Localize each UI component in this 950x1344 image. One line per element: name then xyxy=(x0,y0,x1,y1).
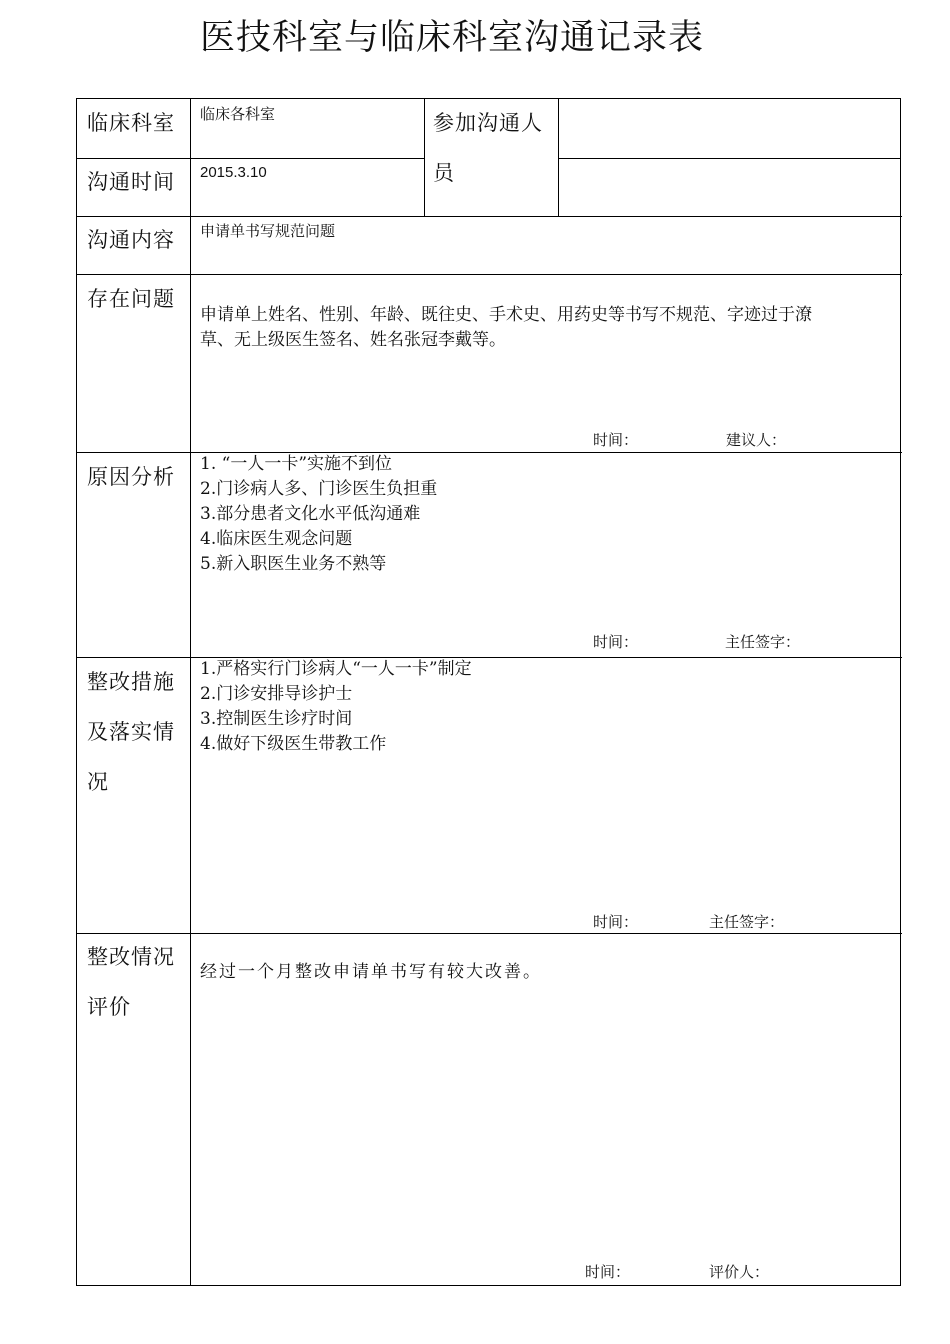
evaluation-time-label: 时间： xyxy=(585,1263,631,1281)
measures-label: 整改措施 xyxy=(87,670,175,694)
row-divider xyxy=(77,274,902,275)
participants-field-1[interactable] xyxy=(560,100,900,157)
clinical-dept-label: 临床科室 xyxy=(87,111,175,135)
column-divider xyxy=(558,99,559,217)
participants-field-2[interactable] xyxy=(560,159,900,215)
problems-label: 存在问题 xyxy=(87,287,175,311)
column-divider xyxy=(190,99,191,1286)
measures-time-label: 时间： xyxy=(593,913,639,931)
row-divider xyxy=(190,158,425,159)
evaluation-label-cont: 评价 xyxy=(87,995,131,1019)
comm-time-label: 沟通时间 xyxy=(87,170,175,194)
record-form-table xyxy=(76,98,901,1286)
participants-label: 参加沟通人 xyxy=(433,111,543,135)
problems-time-label: 时间： xyxy=(593,431,639,449)
measures-label-cont: 及落实情 xyxy=(87,720,175,744)
causes-list[interactable] xyxy=(200,452,437,577)
comm-time-value[interactable]: 2015.3.10 xyxy=(200,164,267,181)
measures-director-sign-label: 主任签字： xyxy=(709,913,785,931)
list-item: 5.新入职医生业务不熟等 xyxy=(200,554,387,574)
list-item: 4.临床医生观念问题 xyxy=(200,529,353,549)
comm-content-value[interactable]: 申请单书写规范问题 xyxy=(200,222,336,240)
evaluation-label: 整改情况 xyxy=(87,945,175,969)
evaluation-evaluator-label: 评价人： xyxy=(709,1263,770,1281)
participants-label-cont: 员 xyxy=(433,161,455,185)
row-divider xyxy=(77,933,902,934)
list-item: 2.门诊安排导诊护士 xyxy=(200,684,353,704)
list-item: 1. “一人一卡”实施不到位 xyxy=(200,454,393,474)
row-divider xyxy=(77,158,190,159)
list-item: 1.严格实行门诊病人“一人一卡”制定 xyxy=(200,659,472,679)
causes-label: 原因分析 xyxy=(87,465,175,489)
causes-time-label: 时间： xyxy=(593,633,639,651)
list-item: 3.部分患者文化水平低沟通难 xyxy=(200,504,421,524)
page-title: 医技科室与临床科室沟通记录表 xyxy=(200,18,705,58)
list-item: 2.门诊病人多、门诊医生负担重 xyxy=(200,479,438,499)
measures-label-cont2: 况 xyxy=(87,770,109,794)
list-item: 3.控制医生诊疗时间 xyxy=(200,709,353,729)
problems-text-line2[interactable]: 草、无上级医生签名、姓名张冠李戴等。 xyxy=(200,330,506,350)
list-item: 4.做好下级医生带教工作 xyxy=(200,734,387,754)
clinical-dept-value[interactable]: 临床各科室 xyxy=(200,105,276,123)
problems-text-line1[interactable]: 申请单上姓名、性别、年龄、既往史、手术史、用药史等书写不规范、字迹过于潦 xyxy=(200,305,812,325)
evaluation-text[interactable]: 经过一个月整改申请单书写有较大改善。 xyxy=(200,962,542,982)
comm-content-label: 沟通内容 xyxy=(87,228,175,252)
measures-list[interactable] xyxy=(200,657,472,757)
column-divider xyxy=(424,99,425,217)
problems-proposer-label: 建议人： xyxy=(726,431,787,449)
row-divider xyxy=(77,216,902,217)
causes-director-sign-label: 主任签字： xyxy=(725,633,801,651)
